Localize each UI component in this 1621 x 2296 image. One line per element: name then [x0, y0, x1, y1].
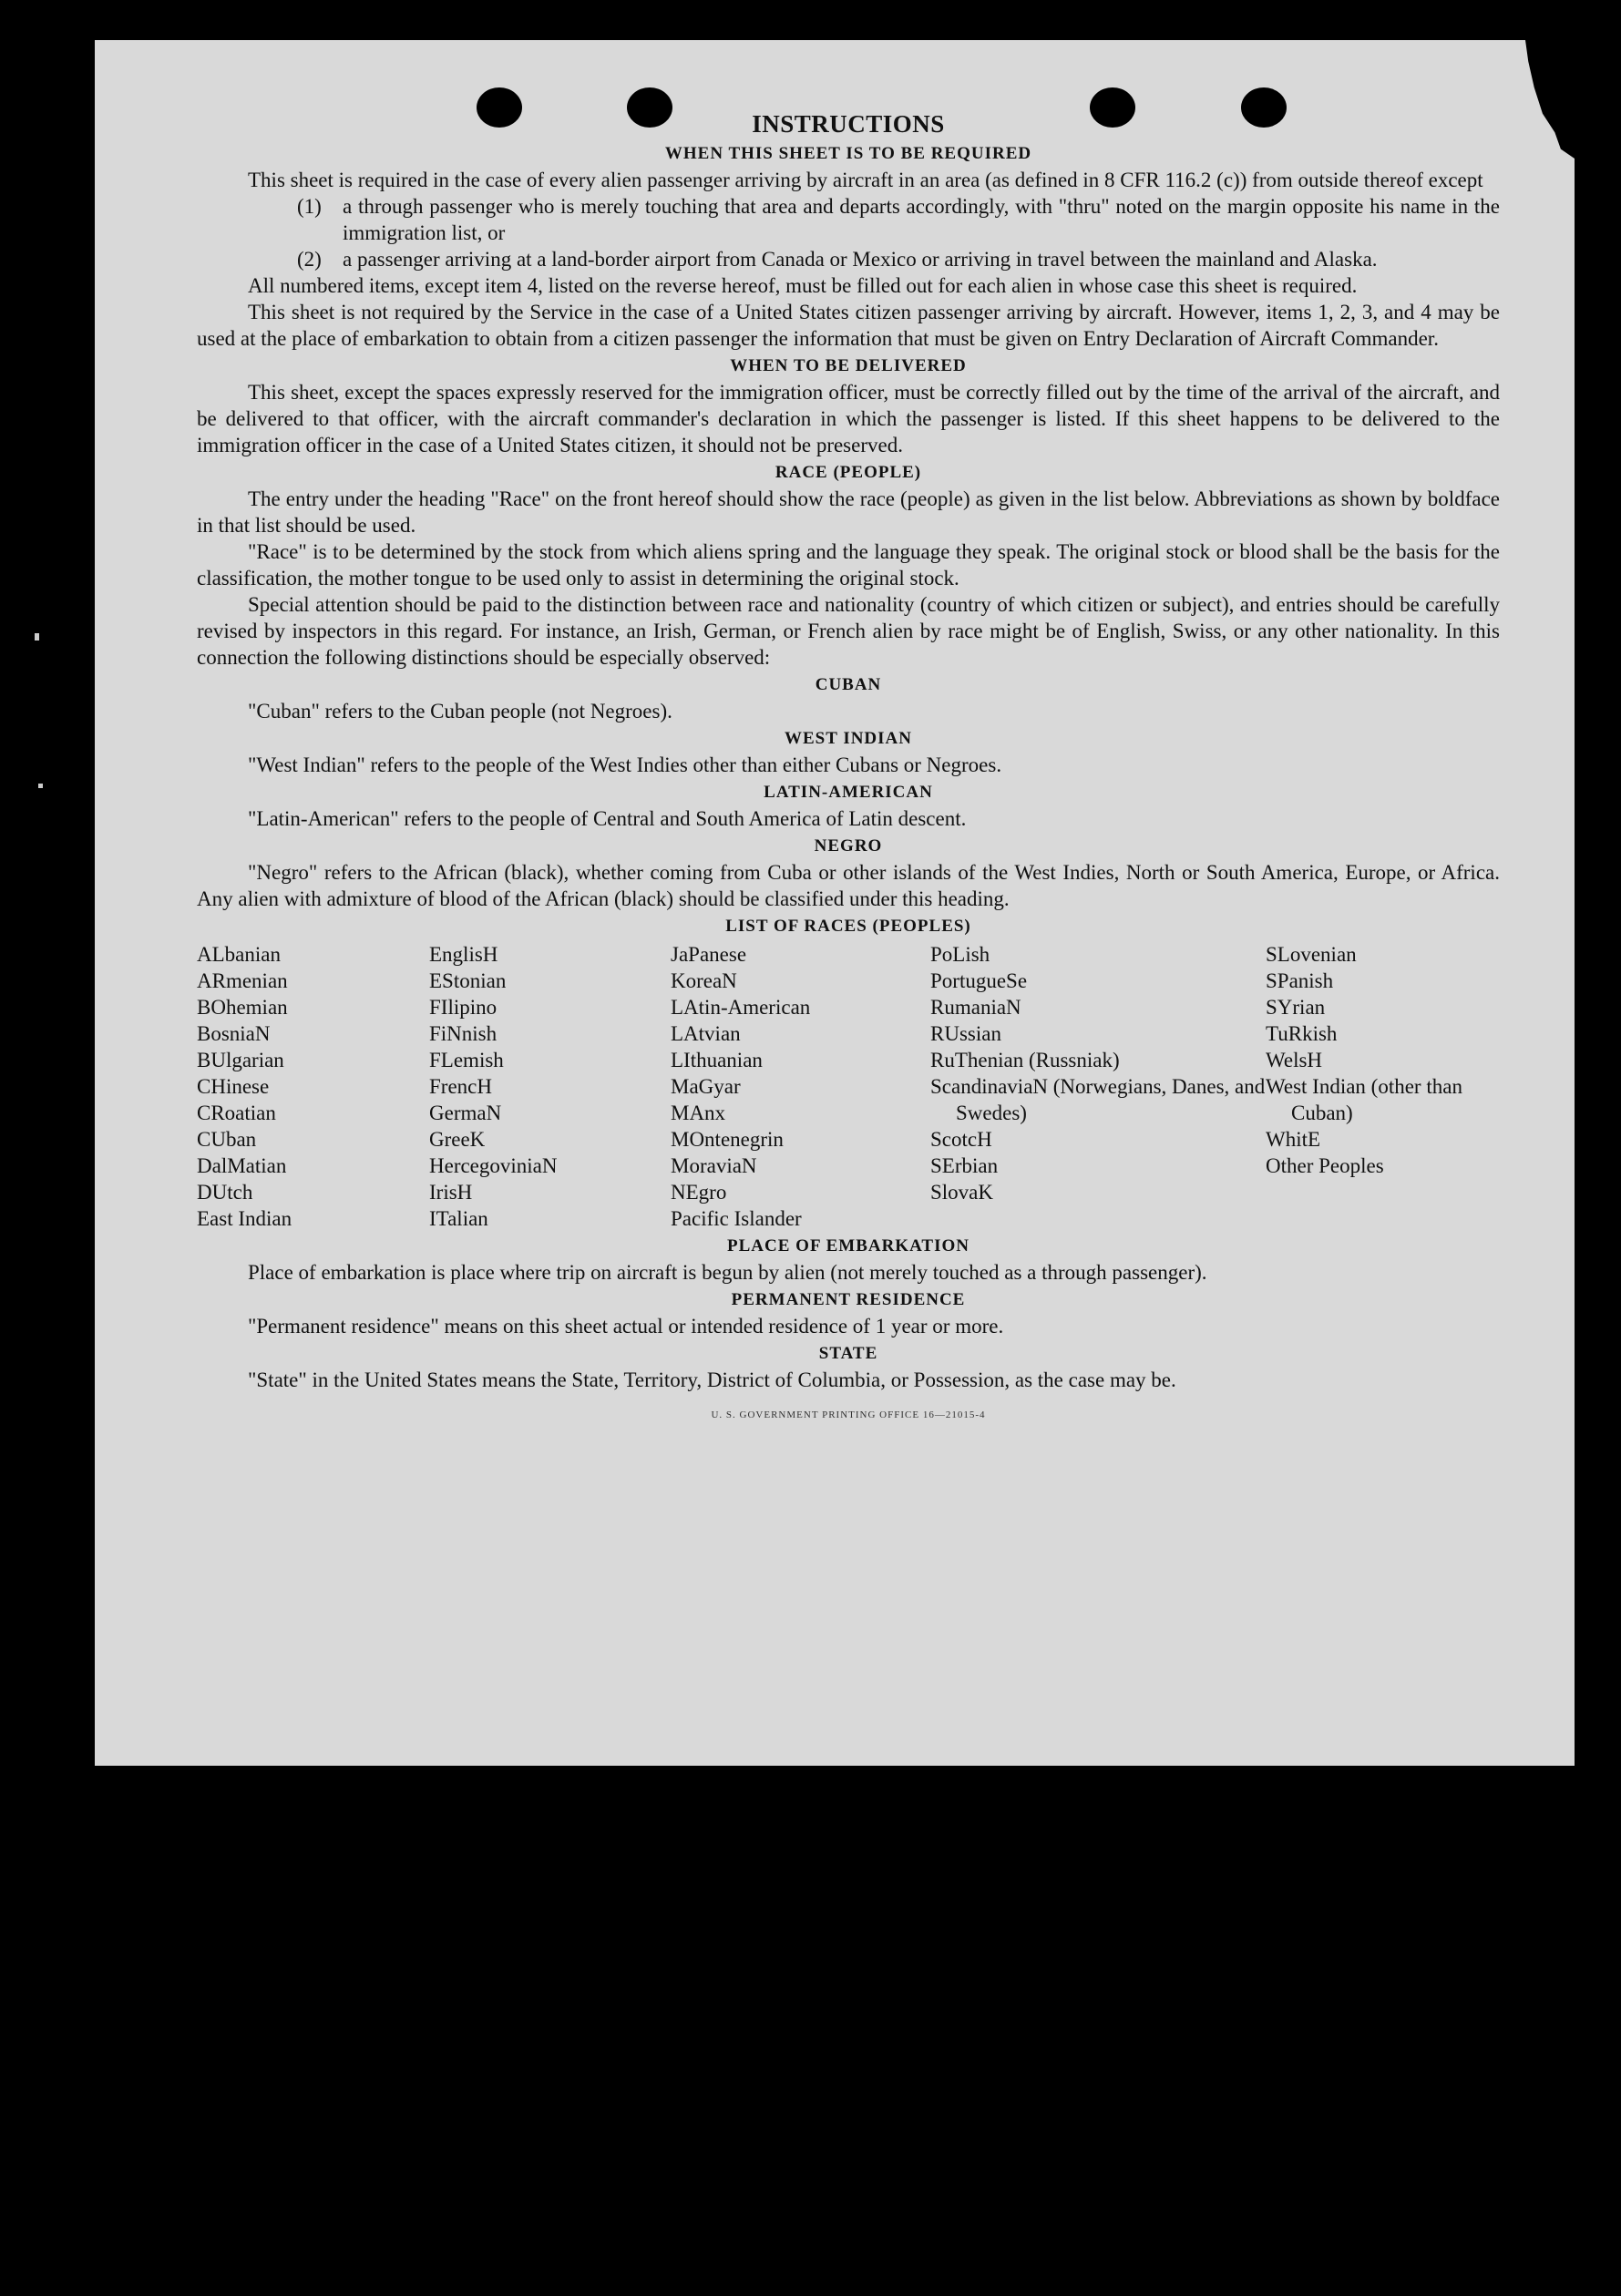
race-entry: LAtvian [671, 1022, 741, 1045]
item-number: (1) [297, 195, 322, 218]
race-entry: PoLish [930, 943, 990, 966]
race-entry: SYrian [1266, 996, 1326, 1019]
paragraph: "West Indian" refers to the people of the West Indies other than either Cubans or Negroes. [248, 753, 1002, 776]
paragraph: This sheet, except the spaces expressly reserved for the immigration officer, must be correctly filled out by the time of the arrival of the aircraft, and be delivered to that officer, with the aircraft commander's declaration in which the passenger is listed. If this sheet happens to be delivered to the immigration officer in the case of a United States citizen, it should not be preserved. [197, 381, 1500, 456]
race-entry: ScandinaviaN (Norwegians, Danes, and Swedes) [930, 1075, 1266, 1124]
race-entry: MOntenegrin [671, 1128, 784, 1151]
race-entry: SlovaK [930, 1181, 993, 1204]
race-entry: EStonian [429, 969, 507, 992]
race-entry: WhitE [1266, 1128, 1321, 1151]
race-entry: MAnx [671, 1102, 726, 1124]
race-entry: FiNnish [429, 1022, 498, 1045]
paragraph: This sheet is required in the case of every alien passenger arriving by aircraft in an area (as defined in 8 CFR 116.2 (c)) from outside thereof except [248, 169, 1483, 191]
paragraph: This sheet is not required by the Service in the case of a United States citizen passenger arriving by aircraft. However, items 1, 2, 3, and 4 may be used at the place of embarkation to obtain from a citizen passenger the information that must be given on Entry Declaration of Aircraft Commander. [197, 301, 1500, 350]
race-entry: West Indian (other than Cuban) [1266, 1075, 1462, 1124]
section-heading-required: WHEN THIS SHEET IS TO BE REQUIRED [664, 144, 1032, 163]
race-entry: BOhemian [197, 996, 288, 1019]
race-entry: RumaniaN [930, 996, 1021, 1019]
paragraph: "Permanent residence" means on this sheet actual or intended residence of 1 year or more. [248, 1315, 1004, 1338]
section-heading-races-list: LIST OF RACES (PEOPLES) [725, 917, 971, 936]
race-entry: GreeK [429, 1128, 486, 1151]
paragraph: Place of embarkation is place where trip on aircraft is begun by alien (not merely touched as a through passenger). [248, 1261, 1207, 1284]
paragraph: All numbered items, except item 4, listed on the reverse hereof, must be filled out for each alien in whose case this sheet is required. [248, 274, 1358, 297]
section-heading-negro: NEGRO [814, 836, 883, 856]
races-column [671, 941, 930, 1232]
instruction-sheet [95, 40, 1575, 1766]
race-entry: DUtch [197, 1181, 253, 1204]
race-entry: CUban [197, 1128, 257, 1151]
item-number: (2) [297, 248, 322, 271]
race-entry: GermaN [429, 1102, 502, 1124]
section-heading-state: STATE [818, 1344, 878, 1363]
instructions-content [197, 106, 1500, 1429]
list-item [297, 193, 1500, 246]
race-entry: HercegoviniaN [429, 1154, 558, 1177]
section-heading-race: RACE (PEOPLE) [775, 463, 922, 482]
paragraph: The entry under the heading "Race" on the front hereof should show the race (people) as given in the list below. Abbreviations as shown by boldface in that list should be used. [197, 487, 1500, 537]
printer-imprint: U. S. GOVERNMENT PRINTING OFFICE 16—21015-4 [711, 1409, 986, 1420]
race-entry: SPanish [1266, 969, 1334, 992]
race-entry: ALbanian [197, 943, 281, 966]
paragraph: "State" in the United States means the State, Territory, District of Columbia, or Possession, as the case may be. [248, 1368, 1176, 1391]
races-column [429, 941, 671, 1232]
race-entry: NEgro [671, 1181, 727, 1204]
race-entry: PortugueSe [930, 969, 1028, 992]
race-entry: RuThenian (Russniak) [930, 1049, 1120, 1071]
race-entry: JaPanese [671, 943, 747, 966]
section-heading-delivered: WHEN TO BE DELIVERED [730, 356, 967, 375]
race-entry: BUlgarian [197, 1049, 284, 1071]
race-entry: SLovenian [1266, 943, 1357, 966]
section-heading-residence: PERMANENT RESIDENCE [731, 1290, 966, 1309]
paragraph: "Cuban" refers to the Cuban people (not Negroes). [248, 700, 672, 723]
race-entry: ScotcH [930, 1128, 992, 1151]
race-entry: DalMatian [197, 1154, 287, 1177]
item-text: a passenger arriving at a land-border airport from Canada or Mexico or arriving in travel between the mainland and Alaska. [343, 248, 1378, 271]
torn-corner [1525, 40, 1575, 159]
paragraph: "Latin-American" refers to the people of Central and South America of Latin descent. [248, 807, 967, 830]
paragraph: "Negro" refers to the African (black), whether coming from Cuba or other islands of the West Indies, North or South America, Europe, or Africa. Any alien with admixture of blood of the African (black) should be classified under this heading. [197, 861, 1500, 910]
section-heading-embarkation: PLACE OF EMBARKATION [727, 1236, 970, 1256]
race-entry: RUssian [930, 1022, 1001, 1045]
section-heading-cuban: CUBAN [815, 675, 882, 694]
scan-speck [35, 633, 39, 641]
race-entry: SErbian [930, 1154, 999, 1177]
race-entry: KoreaN [671, 969, 737, 992]
race-entry: FIlipino [429, 996, 498, 1019]
paragraph: "Race" is to be determined by the stock from which aliens spring and the language they speak. The original stock or blood shall be the basis for the classification, the mother tongue to be used only to assist in determining the original stock. [197, 540, 1500, 589]
scan-speck [38, 784, 43, 788]
race-entry: BosniaN [197, 1022, 271, 1045]
race-entry: ITalian [429, 1207, 488, 1230]
section-heading-west-indian: WEST INDIAN [785, 729, 912, 748]
race-entry: TuRkish [1266, 1022, 1338, 1045]
race-entry: FLemish [429, 1049, 504, 1071]
race-entry: CHinese [197, 1075, 270, 1098]
race-entry: MoraviaN [671, 1154, 757, 1177]
races-list [197, 941, 1500, 1232]
race-entry: FrencH [429, 1075, 492, 1098]
race-entry: East Indian [197, 1207, 292, 1230]
paragraph: Special attention should be paid to the distinction between race and nationality (country of which citizen or subject), and entries should be carefully revised by inspectors in this regard. For instance, an Irish, German, or French alien by race might be of English, Swiss, or any other nationality. In this connection the following distinctions should be especially observed: [197, 593, 1500, 669]
race-entry: Pacific Islander [671, 1207, 802, 1230]
item-text: a through passenger who is merely touching that area and departs accordingly, with "thru" noted on the margin opposite his name in the immigration list, or [343, 195, 1500, 244]
races-column [1266, 941, 1500, 1232]
race-entry: LIthuanian [671, 1049, 763, 1071]
race-entry: ARmenian [197, 969, 288, 992]
races-column [930, 941, 1266, 1232]
race-entry: MaGyar [671, 1075, 741, 1098]
race-entry: WelsH [1266, 1049, 1323, 1071]
race-entry: CRoatian [197, 1102, 276, 1124]
race-entry: LAtin-American [671, 996, 811, 1019]
race-entry: Other Peoples [1266, 1154, 1384, 1177]
page-title: INSTRUCTIONS [752, 110, 945, 138]
race-entry: IrisH [429, 1181, 473, 1204]
section-heading-latin-american: LATIN-AMERICAN [764, 783, 933, 802]
races-column [197, 941, 429, 1232]
race-entry: EnglisH [429, 943, 498, 966]
list-item [297, 246, 1500, 272]
